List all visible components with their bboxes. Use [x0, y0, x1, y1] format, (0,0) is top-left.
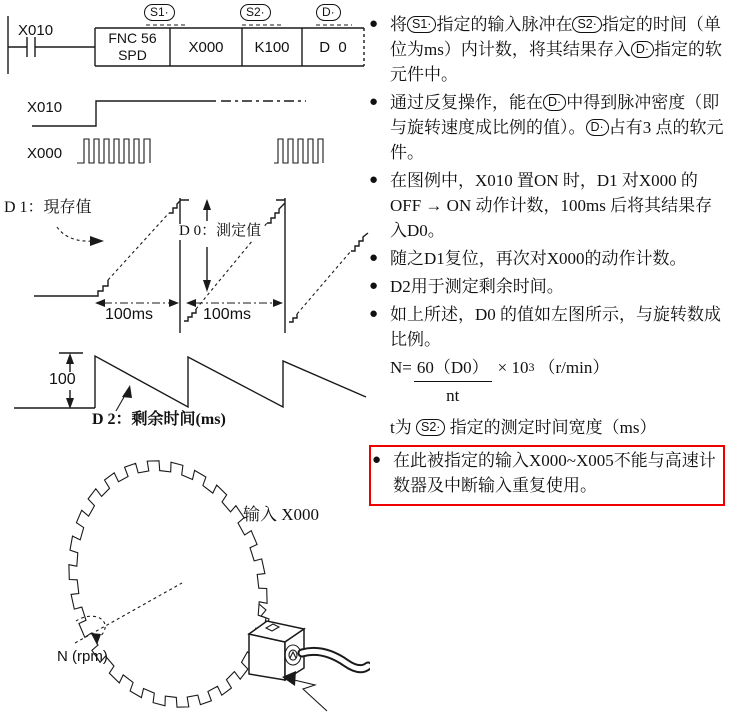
x010-contact-label: X010 [18, 22, 54, 39]
sensor [249, 604, 304, 680]
text-segment: 如上所述，D0 的值如左图所示，与旋转数成比例。 [390, 305, 722, 349]
bullet-d1-reset [369, 246, 725, 271]
d0-measured-value-label: D 0：測定值 [179, 223, 262, 239]
x000-waveform [77, 139, 323, 163]
span1-100ms-label: 100ms [105, 306, 154, 323]
s2-operand-oval: S2· [572, 16, 601, 33]
operand2-cell: K100 [254, 39, 290, 56]
fnc-label: FNC 56 [108, 30, 157, 46]
text-segment: 中得到脉冲密度（即与旋转速度成比例的值）。 [390, 93, 720, 137]
amplitude-100-label: 100 [49, 371, 76, 388]
text-segment: 指定的输入脉冲在 [436, 15, 573, 34]
operand3-cell: D 0 [319, 39, 347, 56]
bullet-input-restriction [372, 448, 720, 498]
d2-remaining-time-label: D 2：剩余时间(ms) [92, 411, 226, 428]
d1-d0-chart [34, 198, 368, 333]
formula-unit: （r/min） [538, 358, 610, 377]
formula-times: × 10 [497, 358, 529, 377]
formula-fraction [414, 355, 492, 408]
bullet-icon: ● [369, 250, 379, 266]
text-segment: t为 [390, 418, 416, 437]
bullet-icon: ● [369, 278, 379, 294]
bullet-icon: ● [372, 452, 382, 468]
axis-line [75, 583, 182, 643]
gear-input-x000-label: 输入 X000 [243, 505, 320, 524]
text-segment: 指定的时间（单位为ms）内计数，将其结果存入 [390, 15, 721, 59]
bullet-count-pulses [369, 12, 725, 87]
text-segment: 指定的软元件中。 [390, 40, 723, 84]
speed-formula [369, 355, 725, 408]
bullet-icon: ● [369, 172, 379, 188]
d-operand-oval: D· [631, 41, 654, 58]
formula-numerator: 60（D0） [414, 355, 492, 382]
bullet-proportional [369, 302, 725, 352]
formula-exponent: 3 [528, 360, 535, 374]
x000-wave-label: X000 [27, 145, 63, 162]
s2-operand-oval: S2· [416, 419, 445, 436]
span2-100ms-label: 100ms [203, 306, 252, 323]
d-operand-oval: D· [543, 94, 566, 111]
formula-denominator: nt [446, 386, 460, 405]
bullet-d2-purpose [369, 274, 725, 299]
text-segment: 将 [390, 15, 407, 34]
text-segment: 在图例中，X010 置ON 时，D1 对X000 的OFF → ON 动作计数，100ms 后将其结果存入D0。 [390, 171, 713, 240]
text-segment: 占有3 点的软元件。 [390, 118, 724, 162]
d-operand-tag: D· [316, 4, 341, 21]
x010-wave-label: X010 [27, 99, 63, 116]
bullet-example [369, 168, 725, 243]
rotation-speed-label: N (rpm) [57, 648, 108, 665]
text-segment: 在此被指定的输入X000~X005不能与高速计数器及中断输入重复使用。 [393, 451, 716, 495]
s2-operand-tag: S2· [240, 4, 271, 21]
gear-illustration [69, 461, 368, 711]
text-segment: 指定的测定时间宽度（ms） [445, 418, 657, 437]
operand1-cell: X000 [188, 39, 224, 56]
text-segment: D2用于测定剩余时间。 [390, 277, 564, 296]
highlighted-warning-box [369, 445, 725, 506]
d1-current-value-label: D 1：現存值 [4, 199, 92, 216]
bullet-icon: ● [369, 306, 379, 322]
bullet-icon: ● [369, 16, 379, 32]
spd-label: SPD [118, 47, 147, 63]
text-segment: 通过反复操作，能在 [390, 93, 543, 112]
bullet-pulse-density [369, 90, 725, 165]
sensor-cable [302, 651, 368, 668]
formula-lhs: N= [390, 358, 412, 377]
rotation-arrow [76, 616, 105, 645]
gear-wheel [69, 461, 267, 707]
d-operand-oval: D· [586, 119, 609, 136]
x010-waveform [32, 101, 306, 126]
pointer-arrow [282, 671, 327, 711]
text-segment: 随之D1复位，再次对X000的动作计数。 [390, 249, 687, 268]
bullet-icon: ● [369, 94, 379, 110]
t-definition-note [369, 415, 725, 440]
s1-operand-oval: S1· [407, 16, 436, 33]
description-column [369, 12, 725, 506]
s1-operand-tag: S1· [144, 4, 175, 21]
